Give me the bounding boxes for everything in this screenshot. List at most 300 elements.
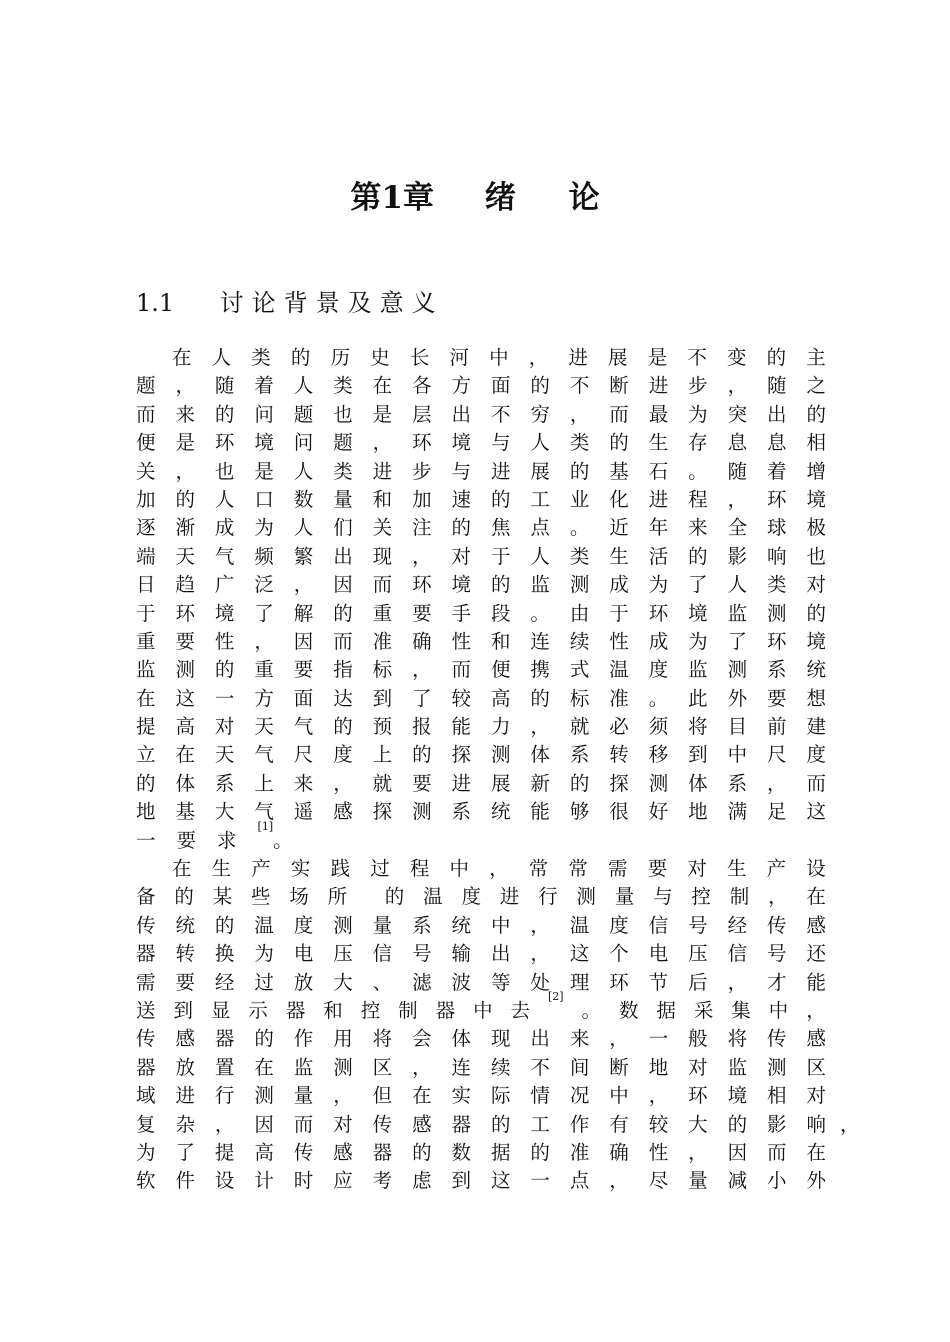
text-char: 区 [372, 1055, 393, 1079]
text-char: 重 [372, 601, 393, 625]
text-char: 足 [767, 800, 787, 824]
text-char: 到 [372, 686, 393, 710]
text-char: 的 [384, 885, 405, 909]
text-char: 基 [609, 459, 629, 483]
text-char: 较 [451, 686, 472, 710]
text-char: 测 [412, 800, 432, 824]
text-char: ， [412, 1055, 432, 1079]
text-char: 建 [806, 715, 826, 739]
text-char: 体 [451, 1027, 472, 1051]
text-char: 。 [569, 516, 590, 540]
text-char: 预 [372, 715, 393, 739]
text-char: 的 [530, 1140, 550, 1164]
text-char: 存 [688, 431, 708, 455]
text-char: 因 [293, 629, 314, 653]
text-char: 活 [648, 544, 669, 568]
text-char: 相 [767, 1084, 787, 1108]
text-char: 是 [647, 346, 668, 369]
text-char: 显 [210, 998, 231, 1022]
text-char: 环 [175, 601, 195, 625]
text-char: 某 [212, 885, 233, 909]
text-char: 的 [490, 487, 511, 511]
paragraph-1-line [136, 429, 826, 457]
text-char: 提 [136, 715, 156, 739]
text-char: 了 [688, 573, 708, 597]
text-char: 穷 [530, 402, 550, 426]
text-char: 类 [333, 374, 353, 398]
text-char: 转 [175, 942, 195, 966]
text-char: 段 [490, 601, 511, 625]
text-char: 境 [254, 431, 274, 455]
text-char: 进 [648, 374, 669, 398]
text-char: 性 [609, 629, 629, 653]
text-char: 的 [254, 1027, 274, 1051]
text-char: 达 [333, 686, 353, 710]
text-char: 增 [806, 459, 826, 483]
text-char: 目 [727, 715, 748, 739]
text-char: 中 [490, 913, 511, 937]
text-char: 境 [806, 487, 826, 511]
text-char: 类 [569, 544, 590, 568]
text-char: 出 [767, 402, 787, 426]
text-char: 度 [333, 743, 353, 767]
text-char: 在 [372, 374, 393, 398]
text-char: 采 [693, 998, 714, 1022]
text-char: 处 [530, 970, 550, 994]
text-char: 标 [372, 658, 393, 682]
text-char: 求 [217, 828, 237, 852]
text-char: 关 [136, 459, 156, 483]
text-char: 移 [648, 743, 669, 767]
text-char: 度 [609, 913, 629, 937]
text-char: 对 [333, 1112, 353, 1136]
text-char: ， [528, 346, 549, 369]
text-char: 传 [293, 1140, 314, 1164]
text-char: 和 [372, 487, 393, 511]
text-char: ， [609, 1169, 629, 1193]
text-char: 化 [609, 487, 629, 511]
text-char: 来 [569, 1027, 590, 1051]
text-char: 气 [254, 800, 274, 824]
text-char: 探 [451, 743, 472, 767]
text-char: 中 [449, 857, 469, 881]
text-char: 题 [293, 402, 314, 426]
text-char: 出 [451, 402, 472, 426]
text-char: 而 [333, 629, 353, 653]
text-char: 便 [136, 431, 156, 455]
text-char: 业 [569, 487, 590, 511]
paragraph-2-line-6 [136, 989, 826, 1025]
text-char: 了 [175, 1140, 195, 1164]
text-char: 号 [688, 913, 708, 937]
text-char: 将 [727, 1027, 748, 1051]
text-char: 进 [648, 487, 669, 511]
text-char: 程 [409, 857, 430, 881]
text-char: 。 [648, 686, 669, 710]
text-char: 压 [688, 942, 708, 966]
text-char: 上 [372, 743, 393, 767]
text-char: 数 [451, 1140, 472, 1164]
text-char: 式 [569, 658, 590, 682]
chapter-title-char-1: 绪 [484, 180, 516, 216]
text-char: 要 [767, 686, 787, 710]
text-char: 的 [333, 715, 353, 739]
text-char: ， [569, 402, 590, 426]
text-char: 于 [490, 544, 511, 568]
text-char: 的 [727, 1112, 748, 1136]
text-char: 器 [372, 1140, 393, 1164]
text-char: 场 [289, 885, 309, 909]
text-char: 传 [767, 913, 787, 937]
text-char: 实 [451, 1084, 472, 1108]
text-char: 长 [409, 346, 430, 369]
text-char: 的 [609, 431, 629, 455]
text-char: 间 [569, 1055, 590, 1079]
text-char: 监 [136, 658, 156, 682]
text-char: 准 [569, 1140, 590, 1164]
text-char: 和 [490, 629, 511, 653]
text-char: 的 [214, 913, 235, 937]
text-char: 器 [285, 998, 306, 1022]
text-char: 要 [175, 970, 195, 994]
text-char: 在 [254, 1055, 274, 1079]
text-char: 感 [333, 800, 353, 824]
text-char: 。 [688, 459, 708, 483]
text-char: 后 [688, 970, 708, 994]
text-char: 测 [490, 743, 511, 767]
text-char: 力 [490, 715, 511, 739]
text-char: 高 [254, 1140, 274, 1164]
text-char: 实 [290, 857, 311, 881]
text-char: 够 [569, 800, 590, 824]
text-char: 环 [214, 431, 235, 455]
text-char: 于 [136, 601, 156, 625]
text-char: 减 [727, 1169, 748, 1193]
text-char: 渐 [175, 516, 195, 540]
text-char: 监 [688, 658, 708, 682]
text-char: ， [806, 998, 826, 1022]
paragraph-2-line [136, 1054, 826, 1082]
paragraph-2-line [136, 1167, 826, 1195]
text-char: 较 [648, 1112, 669, 1136]
text-char: 大 [333, 970, 353, 994]
text-char: 尽 [648, 1169, 669, 1193]
text-char: 而 [767, 1140, 787, 1164]
text-char: 转 [609, 743, 629, 767]
text-char: 。 [581, 998, 602, 1022]
text-char: 环 [767, 629, 787, 653]
text-char: 要 [647, 857, 668, 881]
text-char: 制 [398, 998, 418, 1022]
text-char: 监 [293, 1055, 314, 1079]
text-char: 性 [214, 629, 235, 653]
text-char: 的 [290, 346, 311, 369]
paragraph-1-line [136, 685, 826, 713]
text-char: 进 [568, 346, 588, 369]
text-char: 对 [687, 857, 707, 881]
text-char: 人 [727, 573, 748, 597]
text-char: 感 [806, 913, 826, 937]
paragraph-1 [136, 344, 826, 827]
text-char: 广 [214, 573, 235, 597]
text-char: 生 [609, 544, 629, 568]
text-char: 断 [609, 374, 629, 398]
text-char: 气 [293, 715, 314, 739]
text-char: 的 [530, 686, 550, 710]
text-char: 能 [806, 970, 826, 994]
text-char: 对 [688, 1055, 708, 1079]
text-char: 指 [333, 658, 353, 682]
chapter-number: 第1章 [350, 180, 434, 216]
text-char: 在 [136, 686, 156, 710]
text-char: 外 [727, 686, 748, 710]
text-char: 测 [569, 573, 590, 597]
text-char: 器 [451, 1112, 472, 1136]
section-number: 1.1 [136, 289, 175, 317]
text-char: 般 [688, 1027, 708, 1051]
text-char: 需 [608, 857, 628, 881]
text-char: 际 [490, 1084, 511, 1108]
text-char: 要 [176, 828, 197, 852]
text-char: 对 [451, 544, 472, 568]
text-char: 大 [688, 1112, 708, 1136]
text-char: 和 [323, 998, 343, 1022]
paragraph-1-end-mark: 。 [273, 828, 293, 852]
text-char: 之 [806, 374, 826, 398]
text-char: 压 [333, 942, 353, 966]
text-char: 的 [806, 402, 826, 426]
text-char: 题 [333, 431, 353, 455]
text-char: 在 [172, 857, 192, 881]
paragraph-2-line [136, 969, 826, 997]
text-char: 器 [435, 998, 456, 1022]
text-char: 大 [214, 800, 235, 824]
text-char: 了 [412, 686, 432, 710]
text-char: 响 [767, 544, 787, 568]
text-char: 新 [530, 771, 550, 795]
text-char: 地 [688, 800, 708, 824]
paragraph-1-line [136, 656, 826, 684]
text-char: 监 [530, 573, 550, 597]
text-char: 量 [333, 487, 353, 511]
text-char: 中 [609, 1084, 629, 1108]
text-char: 信 [372, 942, 393, 966]
text-char: 的 [174, 885, 194, 909]
text-char: 天 [214, 743, 235, 767]
text-char: 不 [569, 374, 590, 398]
text-char: ， [175, 374, 195, 398]
text-char: 展 [608, 346, 628, 369]
text-char: 因 [333, 573, 353, 597]
text-char: 数 [293, 487, 314, 511]
text-char: 些 [250, 885, 271, 909]
text-char: 成 [214, 516, 235, 540]
text-char: 等 [490, 970, 511, 994]
text-char: 情 [530, 1084, 550, 1108]
text-char: 境 [688, 601, 708, 625]
text-char: 系 [451, 800, 472, 824]
text-char: 天 [254, 715, 274, 739]
text-char: 境 [451, 573, 472, 597]
text-char: 气 [214, 544, 235, 568]
text-char: 集 [731, 998, 751, 1022]
text-char: 区 [806, 1055, 826, 1079]
text-char: 感 [333, 1140, 353, 1164]
text-char: 步 [688, 374, 708, 398]
text-char: 放 [293, 970, 314, 994]
text-char: 测 [254, 1084, 274, 1108]
text-char: 地 [136, 800, 156, 824]
text-char: 要 [412, 771, 432, 795]
text-char: 域 [136, 1084, 156, 1108]
text-char: 变 [726, 346, 747, 369]
text-char: 践 [330, 857, 351, 881]
text-char: 加 [136, 487, 156, 511]
text-char: 到 [451, 1169, 472, 1193]
text-char: 信 [648, 913, 669, 937]
text-char: 器 [136, 1055, 156, 1079]
text-char: 性 [451, 629, 472, 653]
text-char: 人 [293, 374, 314, 398]
text-char: 随 [767, 374, 787, 398]
text-char: ， [489, 857, 509, 881]
text-char: 成 [609, 573, 629, 597]
text-char: 经 [214, 970, 235, 994]
text-char: ， [530, 913, 550, 937]
text-char: 度 [461, 885, 481, 909]
text-char: 工 [530, 487, 550, 511]
text-char: 常 [568, 857, 588, 881]
text-char: 电 [648, 942, 669, 966]
text-char: ， [767, 771, 787, 795]
text-char: 生 [648, 431, 669, 455]
text-char: 测 [767, 601, 787, 625]
text-char: 连 [530, 629, 550, 653]
text-char: 不 [687, 346, 707, 369]
text-char: 才 [767, 970, 787, 994]
text-char: 成 [648, 629, 669, 653]
text-char: 就 [372, 771, 393, 795]
text-char: 于 [609, 601, 629, 625]
text-char: 题 [136, 374, 156, 398]
text-char: 报 [412, 715, 432, 739]
text-char: 泛 [254, 573, 274, 597]
text-char: 而 [293, 1112, 314, 1136]
text-char: 作 [293, 1027, 314, 1051]
text-char: 逐 [136, 516, 156, 540]
text-char: 在 [412, 1084, 432, 1108]
text-char: 的 [136, 771, 156, 795]
text-char: 极 [806, 516, 826, 540]
text-char: 类 [569, 431, 590, 455]
text-char: 天 [175, 544, 195, 568]
text-char: 随 [214, 374, 235, 398]
text-char: 出 [530, 1027, 550, 1051]
text-char: 小 [767, 1169, 787, 1193]
paragraph-1-line [136, 543, 826, 571]
text-char: 统 [451, 913, 472, 937]
text-char: 应 [333, 1169, 353, 1193]
text-char: 尺 [293, 743, 314, 767]
text-char: 重 [254, 658, 274, 682]
text-char: 就 [569, 715, 590, 739]
text-char: 为 [254, 942, 274, 966]
text-char: 环 [412, 573, 432, 597]
text-char: 续 [490, 1055, 511, 1079]
text-char: 件 [175, 1169, 195, 1193]
text-char: 的 [530, 374, 550, 398]
text-char: 统 [490, 800, 511, 824]
text-char: 着 [254, 374, 274, 398]
text-char: ， [530, 715, 550, 739]
text-char: 产 [251, 857, 271, 881]
text-char: 必 [609, 715, 629, 739]
text-char: 繁 [293, 544, 314, 568]
text-char: 不 [490, 402, 511, 426]
text-char: 去 [510, 998, 531, 1022]
text-char: 环 [648, 601, 669, 625]
text-char: ， [333, 1084, 353, 1108]
text-char: 展 [490, 771, 511, 795]
text-char: 能 [451, 715, 472, 739]
text-char: 传 [767, 1027, 787, 1051]
text-char: 的 [412, 1140, 432, 1164]
text-char: 测 [576, 885, 596, 909]
text-char: 在 [806, 885, 826, 909]
text-char: 杂 [175, 1112, 195, 1136]
text-char: 重 [136, 629, 156, 653]
text-char: 生 [211, 857, 232, 881]
text-char: 也 [806, 544, 826, 568]
text-char: 环 [767, 487, 787, 511]
text-char: 控 [691, 885, 711, 909]
text-char: 在 [175, 743, 195, 767]
text-char: 的 [214, 658, 235, 682]
text-char: 要 [293, 658, 314, 682]
text-char: ， [333, 771, 353, 795]
text-char: 是 [254, 459, 274, 483]
text-char: 突 [727, 402, 748, 426]
paragraph-2-line [136, 883, 826, 911]
text-char: 量 [293, 1084, 314, 1108]
paragraph-2-line [136, 940, 826, 968]
text-char: 来 [175, 402, 195, 426]
text-char: 与 [653, 885, 673, 909]
text-char: 在 [806, 1140, 826, 1164]
paragraph-1-line [136, 798, 826, 826]
text-char: ， [648, 1084, 669, 1108]
text-char: 历 [330, 346, 351, 369]
text-char: 这 [806, 800, 826, 824]
text-char: 探 [609, 771, 629, 795]
text-char: 环 [609, 970, 629, 994]
text-char: 一 [648, 1027, 669, 1051]
text-char: 的 [490, 573, 511, 597]
text-char: 现 [490, 1027, 511, 1051]
text-char: 展 [530, 459, 550, 483]
text-char: 与 [490, 431, 511, 455]
text-char: 监 [727, 601, 748, 625]
text-char: 对 [806, 1084, 826, 1108]
text-char: 类 [767, 573, 787, 597]
text-char: 进 [451, 771, 472, 795]
text-char: ， [293, 573, 314, 597]
text-char: 中 [768, 998, 789, 1022]
text-char: 相 [806, 431, 826, 455]
text-char: 好 [648, 800, 669, 824]
text-char: ， [412, 658, 432, 682]
text-char: 上 [254, 771, 274, 795]
